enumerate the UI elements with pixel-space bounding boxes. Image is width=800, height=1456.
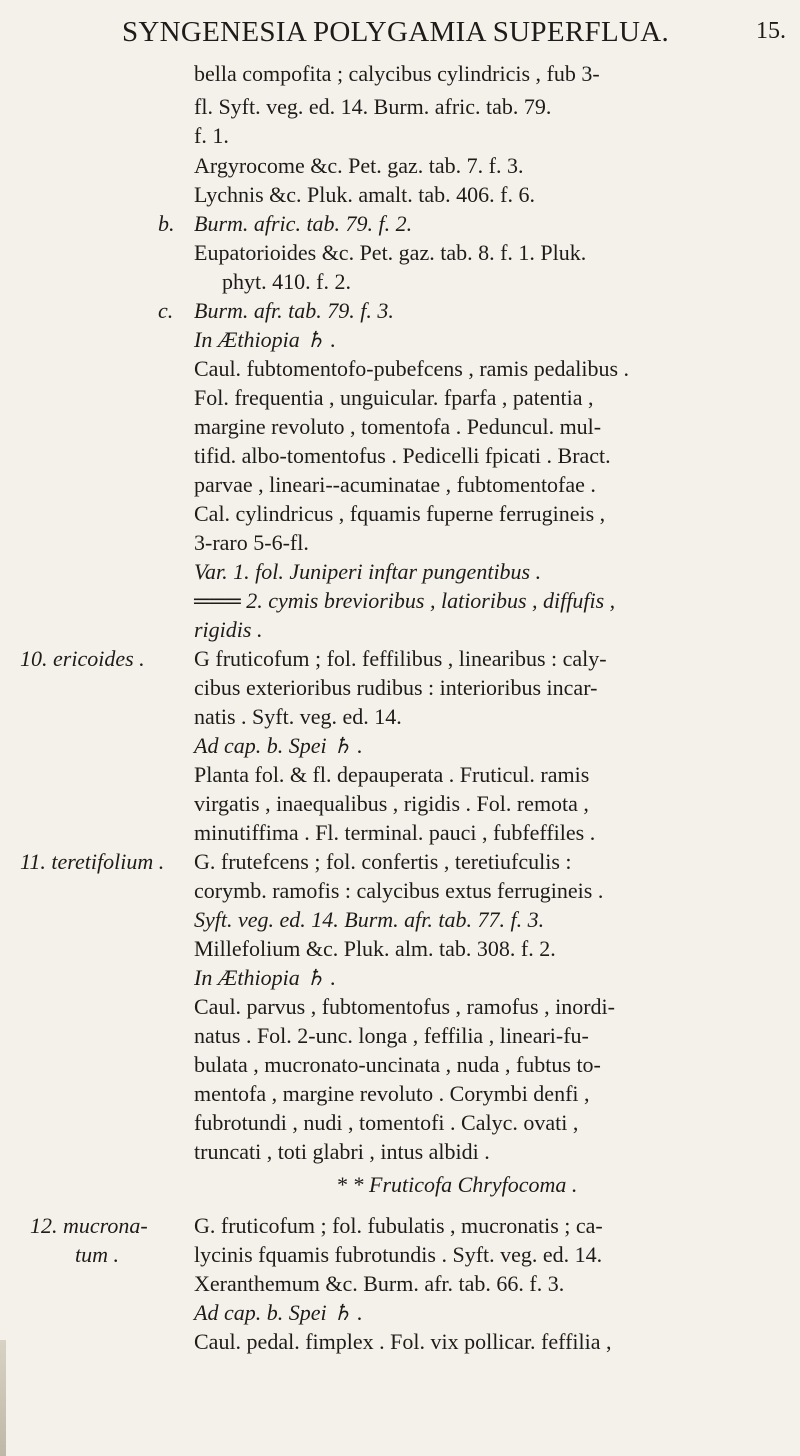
text-line: ═══ 2. cymis brevioribus , latioribus , diffufis , [194, 588, 616, 613]
margin-species-label: 10. ericoides . [20, 646, 145, 671]
text-line: natus . Fol. 2-unc. longa , feffilia , lineari-fu- [194, 1023, 589, 1048]
text-line: fubrotundi , nudi , tomentofi . Calyc. ovati , [194, 1110, 579, 1135]
text-line: Caul. fubtomentofo-pubefcens , ramis pedalibus . [194, 356, 630, 381]
text-line: Planta fol. & fl. depauperata . Fruticul. ramis [194, 762, 590, 787]
margin-label: b. [158, 211, 175, 236]
text-line: Var. 1. fol. Juniperi inftar pungentibus . [194, 559, 542, 584]
text-line: bella compofita ; calycibus cylindricis , fub 3- [194, 61, 600, 86]
text-line: G. frutefcens ; fol. confertis , teretiufculis : [194, 849, 572, 874]
text-line: Ad cap. b. Spei ♄ . [194, 733, 363, 758]
text-line: virgatis , inaequalibus , rigidis . Fol. remota , [194, 791, 589, 816]
text-line: Burm. afric. tab. 79. f. 2. [194, 211, 413, 236]
text-line: parvae , lineari--acuminatae , fubtomentofae . [194, 472, 596, 497]
text-line: margine revoluto , tomentofa . Peduncul. mul- [194, 414, 602, 439]
text-line: In Æthiopia ♄ . [194, 327, 336, 352]
text-line: Millefolium &c. Pluk. alm. tab. 308. f. 2. [194, 936, 556, 961]
text-line: G. fruticofum ; fol. fubulatis , mucronatis ; ca- [194, 1213, 603, 1238]
text-line: f. 1. [194, 123, 229, 148]
text-line: Fol. frequentia , unguicular. fparfa , patentia , [194, 385, 594, 410]
text-line: Cal. cylindricus , fquamis fuperne ferrugineis , [194, 501, 606, 526]
text-line: cibus exterioribus rudibus : interioribus incar- [194, 675, 598, 700]
margin-label: c. [158, 298, 174, 323]
text-line: Burm. afr. tab. 79. f. 3. [194, 298, 394, 323]
text-line: bulata , mucronato-uncinata , nuda , fubtus to- [194, 1052, 601, 1077]
header-title: SYNGENESIA POLYGAMIA SUPERFLUA. [122, 16, 669, 48]
text-line: mentofa , margine revoluto . Corymbi denfi , [194, 1081, 590, 1106]
text-line: Caul. parvus , fubtomentofus , ramofus , inordi- [194, 994, 615, 1019]
text-line: lycinis fquamis fubrotundis . Syft. veg. ed. 14. [194, 1242, 603, 1267]
text-line: Syft. veg. ed. 14. Burm. afr. tab. 77. f. 3. [194, 907, 545, 932]
text-line: corymb. ramofis : calycibus extus ferrugineis . [194, 878, 604, 903]
page-number: 15. [756, 18, 786, 44]
text-line: natis . Syft. veg. ed. 14. [194, 704, 402, 729]
margin-species-label: 11. teretifolium . [20, 849, 165, 874]
text-line: G fruticofum ; fol. feffilibus , linearibus : caly- [194, 646, 607, 671]
running-header [122, 16, 792, 56]
text-line: fl. Syft. veg. ed. 14. Burm. afric. tab. 79. [194, 94, 552, 119]
text-line: tifid. albo-tomentofus . Pedicelli fpicati . Bract. [194, 443, 611, 468]
text-line: minutiffima . Fl. terminal. pauci , fubfeffiles . [194, 820, 596, 845]
page-edge-shadow [0, 1340, 6, 1456]
text-line: Lychnis &c. Pluk. amalt. tab. 406. f. 6. [194, 182, 535, 207]
text-line: rigidis . [194, 617, 263, 642]
text-line: Ad cap. b. Spei ♄ . [194, 1300, 363, 1325]
text-line: Eupatorioides &c. Pet. gaz. tab. 8. f. 1. Pluk. [194, 240, 587, 265]
text-line: Argyrocome &c. Pet. gaz. tab. 7. f. 3. [194, 153, 524, 178]
text-line: Caul. pedal. fimplex . Fol. vix pollicar. feffilia , [194, 1329, 612, 1354]
text-line: 3-raro 5-6-fl. [194, 530, 309, 555]
margin-species-label: tum . [75, 1242, 119, 1267]
text-line: phyt. 410. f. 2. [222, 269, 351, 294]
section-heading: * * Fruticofa Chryfocoma . [336, 1172, 578, 1197]
margin-species-label: 12. mucrona- [30, 1213, 148, 1238]
text-line: In Æthiopia ♄ . [194, 965, 336, 990]
text-line: truncati , toti glabri , intus albidi . [194, 1139, 490, 1164]
text-line: Xeranthemum &c. Burm. afr. tab. 66. f. 3. [194, 1271, 565, 1296]
